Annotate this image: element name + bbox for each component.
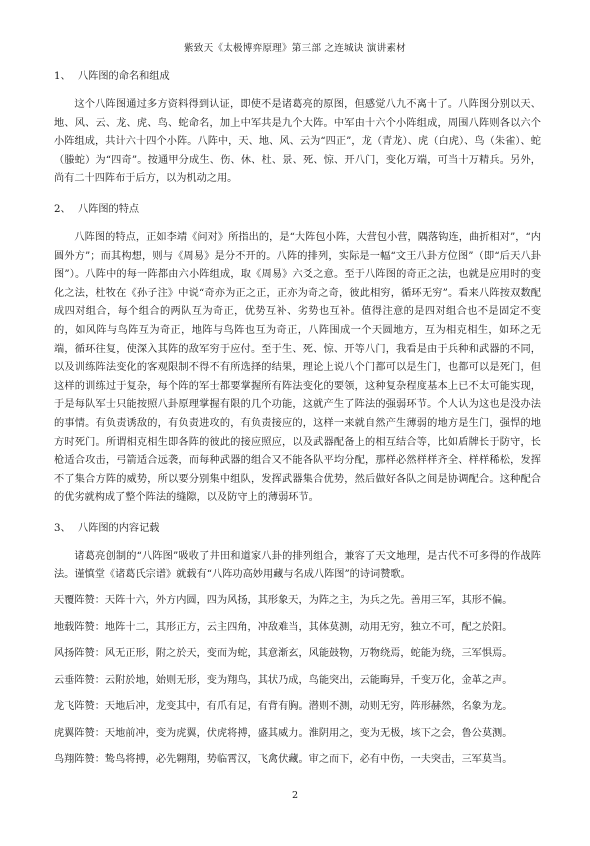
body-paragraph: 这个八阵图通过多方资料得到认证，即使不是诸葛亮的原图，但感觉八九不离十了。八阵图分别以天、地、风、云、龙、虎、鸟、蛇命名，加上中军共是九个大阵。中军由十六个小阵组成，周围八阵则各以六个小阵组成，共计六十四个小阵。八阵中，天、地、风、云为“四正”，龙（青龙）、虎（白虎）、鸟（朱雀）、蛇（螣蛇）为“四奇”。按通甲分成生、伤、休、杜、景、死、惊、开八门，变化万端，可当十万精兵。另外，尚有二十四阵布于后方，以为机动之用。 — [54, 99, 541, 185]
poem-line: 云垂阵赞：云附於地，始则无形，变为翔鸟，其状乃成，鸟能突出，云能晦异，千变万化，金革之声。 — [54, 674, 513, 686]
body-paragraph: 诸葛亮创制的“八阵图”吸收了井田和道家八卦的排列组合，兼容了天文地理，是古代不可多得的作战阵法。谨慎堂《诸葛氏宗谱》就载有“八阵功高妙用藏与名成八阵图”的诗词赞歌。 — [54, 550, 541, 581]
section-number: 1、 — [54, 71, 71, 82]
section-records — [54, 522, 541, 585]
section-naming — [54, 70, 541, 189]
section-heading — [54, 70, 541, 84]
poem-line: 天覆阵赞：天阵十六，外方内圆，四为风扬，其形象天，为阵之主，为兵之先。善用三军，其形不偏。 — [54, 595, 513, 607]
poem-line: 风扬阵赞：风无正形，附之於天，变而为蛇，其意渐玄，风能鼓物，万物绕焉，蛇能为绕，三军惧焉。 — [54, 648, 513, 660]
section-heading — [54, 522, 541, 536]
document-body — [54, 70, 541, 779]
poem-list — [54, 593, 541, 767]
section-features — [54, 203, 541, 508]
section-title: 八阵图的命名和组成 — [78, 71, 170, 82]
section-title: 八阵图的特点 — [78, 203, 140, 215]
poem-line: 虎翼阵赞：天地前冲，变为虎翼，伏虎将搏，盛其威力。淮阴用之，变为无极，垓下之会，鲁公莫测。 — [54, 727, 513, 739]
poem-line: 龙飞阵赞：天地后冲，龙变其中，有爪有足，有背有胸。潜则不测，动则无穷，阵形赫然，名象为龙。 — [54, 701, 513, 713]
section-title: 八阵图的内容记载 — [78, 522, 160, 534]
section-number: 2、 — [54, 203, 71, 215]
poem-line: 鸟翔阵赞：鸷鸟将搏，必先翱翔，势临霄汉，飞禽伏藏。审之而下，必有中伤，一夫突击，三军莫当。 — [54, 754, 513, 766]
section-heading — [54, 203, 541, 217]
section-number: 3、 — [54, 522, 71, 534]
poem-line: 地载阵赞：地阵十二，其形正方，云主四角，冲敌难当，其体莫测，动用无穷，独立不可，配之於阳。 — [54, 621, 513, 633]
page-number: 2 — [291, 790, 299, 801]
running-header: 紫致天《太极博弈原理》第三部 之连城诀 演讲素材 — [184, 43, 406, 54]
body-paragraph: 八阵图的特点，正如李靖《问对》所指出的，是“大阵包小阵，大营包小营，隅落钩连，曲折相对”，“内圆外方”；而其构想，则与《周易》是分不开的。八阵的排列，实际是一幅“文王八卦方位图”（即“后天八卦图”）。八阵中的每一阵都由六小阵组成，取《周易》六爻之意。至于八阵图的奇正之法，也就是应用时的变化之法，杜牧在《孙子注》中说“奇亦为正之正，正亦为奇之奇，彼此相穷，循环无穷”。看来八阵按双数配成四对组合，每个组合的两队互为奇正，优势互补、劣势也互补。值得注意的是四对组合也不是固定不变的，如风阵与鸟阵互为奇正，地阵与鸟阵也互为奇正，八阵围成一个天圆地方，互为相克相生，如环之无端，循环往复，使深入其阵的敌军穷于应付。至于生、死、惊、开等八门，我看是由于兵种和武器的不同，以及训练阵法变化的客观限制不得不有所选择的结果，理论上说八个门都可以是生门，也都可以是死门，但这样的训练过于复杂，每个阵的军士都要掌握所有阵法变化的要领，这种复杂程度基本上已不太可能实现，于是每队军士只能按照八卦原理掌握有限的几个功能，这就产生了阵法的强弱环节。个人认为这也是没办法的事情。有负责诱敌的，有负责进攻的，有负责接应的，这样一来就自然产生薄弱的地方是生门，强悍的地方时死门。所谓相克相生即各阵的彼此的接应照应，以及武器配备上的相互结合等，比如盾牌长于防守，长枪适合攻击，弓箭适合远袭，而每种武器的组合又不能各队平均分配，那样必然样样齐全、样样稀松，发挥不了集合方阵的威势，所以要分别集中组队，发挥武器集合优势，然后做好各队之间是协调配合。这种配合的优劣就构成了整个阵法的缝隙，以及防守上的薄弱环节。 — [54, 231, 541, 504]
